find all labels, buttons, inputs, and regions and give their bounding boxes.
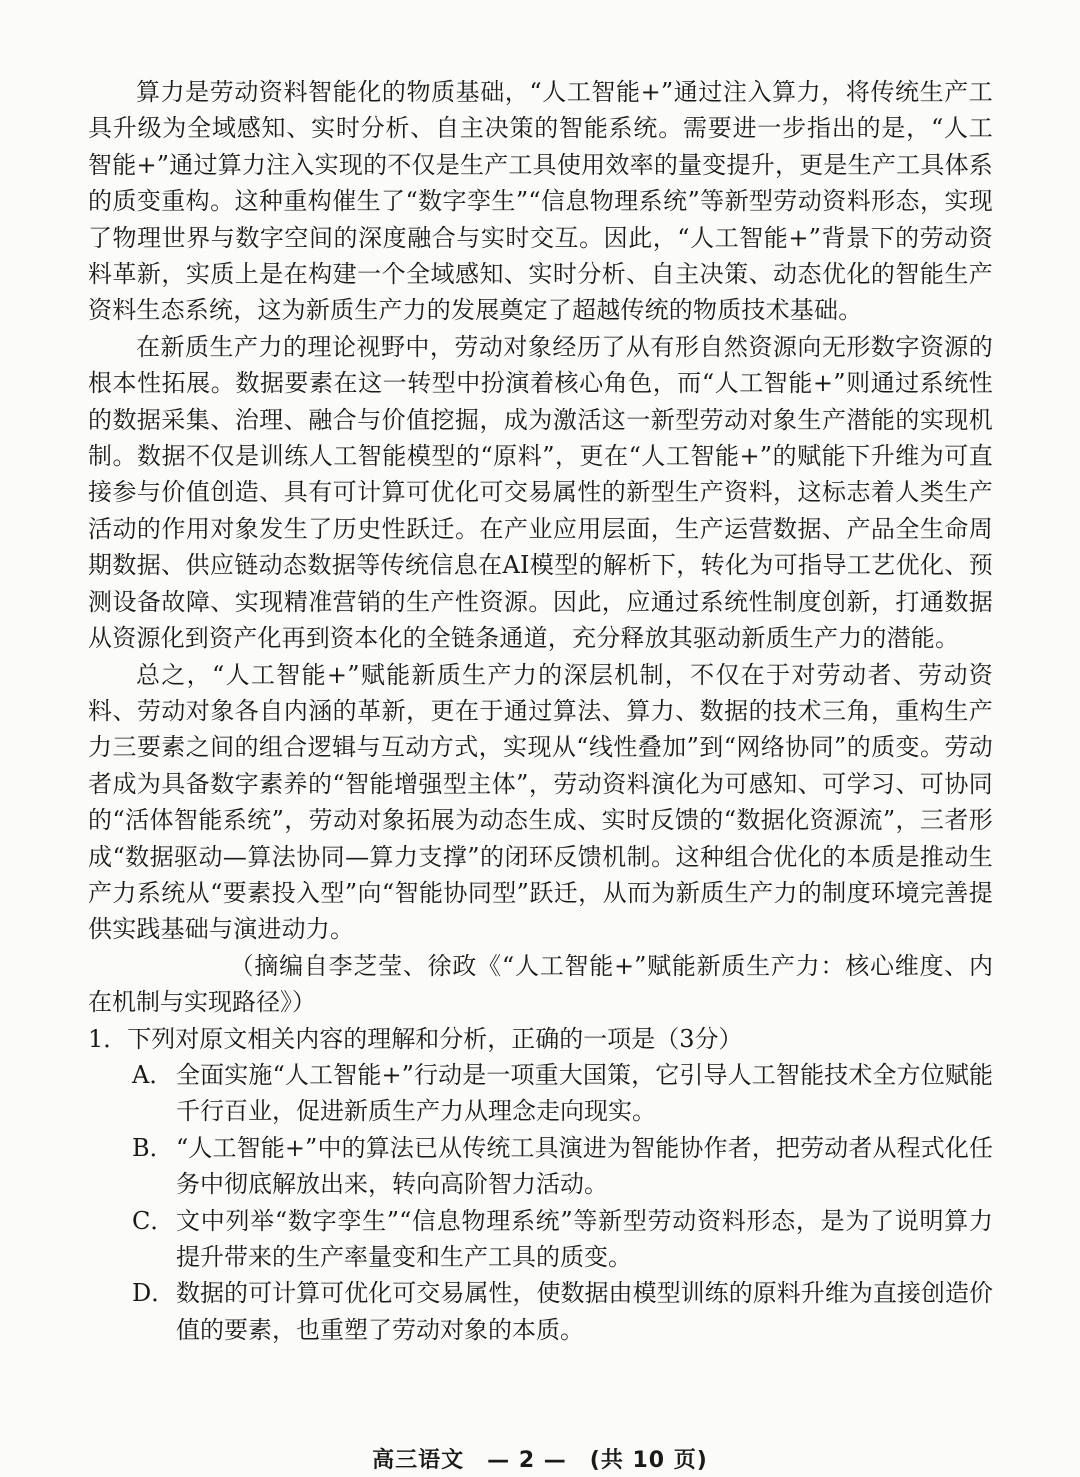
article-body [88, 74, 993, 1348]
option-c[interactable] [88, 1203, 993, 1276]
option-letter: D． [132, 1279, 176, 1308]
option-letter: B． [132, 1133, 174, 1162]
option-letter: C． [132, 1206, 175, 1235]
option-d[interactable] [88, 1275, 993, 1348]
option-text: “人工智能+”中的算法已从传统工具演进为智能协作者，把劳动者从程式化任务中彻底解放出来，转向高阶智力活动。 [176, 1133, 993, 1199]
source-citation: （摘编自李芝莹、徐政《“人工智能+”赋能新质生产力：核心维度、内在机制与实现路径》） [88, 951, 993, 1017]
answer-options [88, 1057, 993, 1348]
question-stem: 1．下列对原文相关内容的理解和分析，正确的一项是（3分） [88, 1024, 743, 1053]
page-footer: 高三语文 — 2 — (共 10 页) [372, 1448, 708, 1473]
option-b[interactable] [88, 1130, 993, 1203]
paragraph-computing-power: 算力是劳动资料智能化的物质基础，“人工智能+”通过注入算力，将传统生产工具升级为全域感知、实时分析、自主决策的智能系统。需要进一步指出的是，“人工智能+”通过算力注入实现的不仅是生产工具使用效率的量变提升，更是生产工具体系的质变重构。这种重构催生了“数字孪生”“信息物理系统”等新型劳动资料形态，实现了物理世界与数字空间的深度融合与实时交互。因此，“人工智能+”背景下的劳动资料革新，实质上是在构建一个全域感知、实时分析、自主决策、动态优化的智能生产资料生态系统，这为新质生产力的发展奠定了超越传统的物质技术基础。 [88, 78, 993, 325]
option-text: 文中列举“数字孪生”“信息物理系统”等新型劳动资料形态，是为了说明算力提升带来的生产率量变和生产工具的质变。 [176, 1206, 993, 1271]
option-text: 全面实施“人工智能+”行动是一项重大国策，它引导人工智能技术全方位赋能千行百业，促进新质生产力从理念走向现实。 [176, 1060, 993, 1126]
paragraph-conclusion: 总之，“人工智能+”赋能新质生产力的深层机制，不仅在于对劳动者、劳动资料、劳动对象各自内涵的革新，更在于通过算法、算力、数据的技术三角，重构生产力三要素之间的组合逻辑与互动方式，实现从“线性叠加”到“网络协同”的质变。劳动者成为具备数字素养的“智能增强型主体”，劳动资料演化为可感知、可学习、可协同的“活体智能系统”，劳动对象拓展为动态生成、实时反馈的“数据化资源流”，三者形成“数据驱动—算法协同—算力支撑”的闭环反馈机制。这种组合优化的本质是推动生产力系统从“要素投入型”向“智能协同型”跃迁，从而为新质生产力的制度环境完善提供实践基础与演进动力。 [88, 660, 993, 944]
option-letter: A． [132, 1060, 174, 1089]
option-a[interactable] [88, 1057, 993, 1130]
paragraph-labor-object: 在新质生产力的理论视野中，劳动对象经历了从有形自然资源向无形数字资源的根本性拓展。数据要素在这一转型中扮演着核心角色，而“人工智能+”则通过系统性的数据采集、治理、融合与价值挖掘，成为激活这一新型劳动对象生产潜能的实现机制。数据不仅是训练人工智能模型的“原料”，更在“人工智能+”的赋能下升维为可直接参与价值创造、具有可计算可优化可交易属性的新型生产资料，这标志着人类生产活动的作用对象发生了历史性跃迁。在产业应用层面，生产运营数据、产品全生命周期数据、供应链动态数据等传统信息在AI模型的解析下，转化为可指导工艺优化、预测设备故障、实现精准营销的生产性资源。因此，应通过系统性制度创新，打通数据从资源化到资产化再到资本化的全链条通道，充分释放其驱动新质生产力的潜能。 [88, 332, 993, 653]
option-text: 数据的可计算可优化可交易属性，使数据由模型训练的原料升维为直接创造价值的要素，也重塑了劳动对象的本质。 [176, 1279, 993, 1344]
